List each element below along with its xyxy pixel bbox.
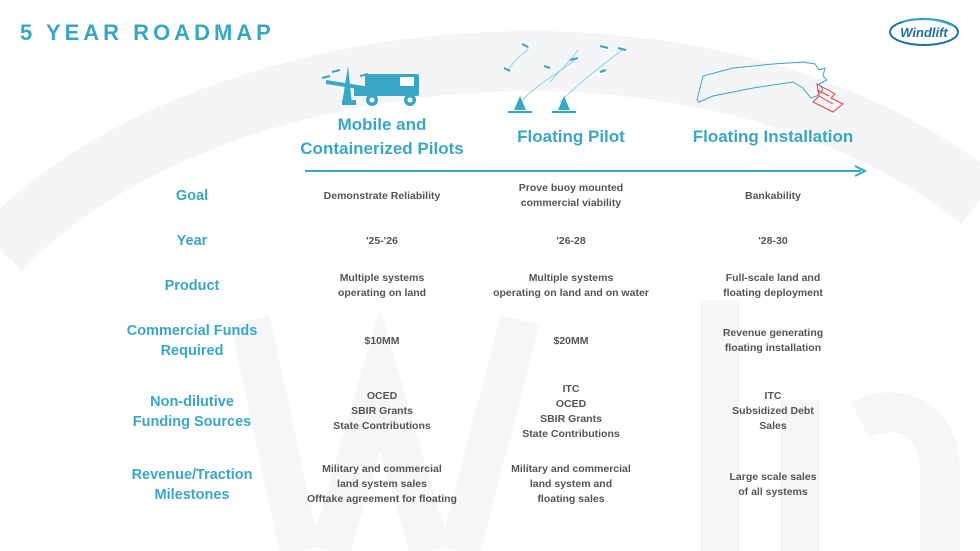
cell-line: Full-scale land and [725, 272, 821, 284]
cell-line: State Contributions [333, 420, 431, 432]
cell-line: Military and commercial [322, 463, 442, 475]
row-label-line: Required [160, 343, 224, 359]
cell-line: Prove buoy mounted [518, 182, 624, 194]
cell-product-floating-pilot [471, 271, 671, 301]
cell-line: Multiple systems [339, 272, 425, 284]
cell-line: OCED [555, 398, 587, 410]
cell-milestones-mobile [282, 462, 482, 507]
row-label-product [112, 276, 272, 296]
cell-year-floating-pilot [471, 234, 671, 249]
page-title: 5 YEAR ROADMAP [20, 20, 275, 45]
cell-product-mobile [282, 271, 482, 301]
cell-funds-mobile [282, 334, 482, 349]
cell-line: operating on land and on water [493, 287, 649, 299]
cell-goal-floating-installation [673, 189, 873, 204]
cell-line: operating on land [337, 287, 427, 299]
cell-goal-floating-pilot [471, 181, 671, 211]
cell-line: Offtake agreement for floating [307, 493, 457, 505]
row-label-line: Product [164, 278, 220, 294]
cell-line: SBIR Grants [540, 413, 602, 425]
cell-line: '28-30 [758, 235, 788, 247]
row-label-line: Goal [175, 188, 209, 204]
logo-text: Windlift [900, 24, 948, 40]
cell-line: commercial viability [520, 197, 622, 209]
row-label-line: Revenue/Traction [131, 467, 253, 483]
cell-line: SBIR Grants [351, 405, 413, 417]
windlift-logo [888, 16, 960, 48]
cell-line: Multiple systems [528, 272, 614, 284]
phase-line: Containerized Pilots [300, 139, 464, 158]
cell-line: '25-'26 [366, 235, 398, 247]
cell-funding-sources-floating-installation [673, 389, 873, 434]
coastline-map-icon [693, 58, 848, 113]
cell-line: of all systems [738, 486, 808, 498]
row-label-line: Non-dilutive [150, 394, 234, 410]
row-label-line: Milestones [154, 487, 230, 503]
row-label-non-dilutive [112, 392, 272, 432]
phase-heading-floating-pilot [471, 125, 671, 149]
row-label-line: Commercial Funds [126, 323, 258, 339]
cell-line: Demonstrate Reliability [323, 190, 441, 202]
cell-line: ITC [764, 390, 782, 402]
truck-with-wind-turbine-icon [320, 60, 425, 110]
phase-line: Floating Installation [692, 127, 854, 146]
cell-product-floating-installation [673, 271, 873, 301]
cell-line: Military and commercial [511, 463, 631, 475]
timeline-arrow [305, 164, 867, 178]
cell-year-floating-installation [673, 234, 873, 249]
cell-line: land system sales [337, 478, 427, 490]
row-label-commercial-funds [112, 321, 272, 361]
cell-year-mobile [282, 234, 482, 249]
cell-line: $10MM [364, 335, 400, 347]
cell-funds-floating-pilot [471, 334, 671, 349]
phase-line: Mobile and [337, 115, 427, 134]
cell-line: State Contributions [522, 428, 620, 440]
cell-goal-mobile [282, 189, 482, 204]
cell-line: land system and [529, 478, 613, 490]
row-label-line: Year [176, 233, 208, 249]
cell-funding-sources-mobile [282, 389, 482, 434]
cell-line: Revenue generating [722, 327, 824, 339]
cell-line: floating deployment [723, 287, 823, 299]
cell-line: floating sales [537, 493, 605, 505]
cell-line: OCED [366, 390, 398, 402]
cell-line: Bankability [744, 190, 802, 202]
cell-line: Subsidized Debt [732, 405, 814, 417]
row-label-revenue-traction [112, 465, 272, 505]
phase-heading-mobile [282, 113, 482, 161]
row-label-goal [112, 186, 272, 206]
cell-funds-floating-installation [673, 326, 873, 356]
phase-line: Floating Pilot [517, 127, 625, 146]
floating-kites-icon [500, 42, 630, 114]
cell-line: $20MM [553, 335, 589, 347]
cell-line: floating installation [724, 342, 822, 354]
cell-line: '26-28 [556, 235, 586, 247]
phase-heading-floating-installation [663, 125, 883, 149]
cell-milestones-floating-installation [673, 470, 873, 500]
row-label-year [112, 231, 272, 251]
cell-funding-sources-floating-pilot [471, 382, 671, 442]
row-label-line: Funding Sources [132, 414, 252, 430]
cell-milestones-floating-pilot [471, 462, 671, 507]
cell-line: Sales [759, 420, 787, 432]
cell-line: ITC [562, 383, 580, 395]
cell-line: Large scale sales [729, 471, 817, 483]
